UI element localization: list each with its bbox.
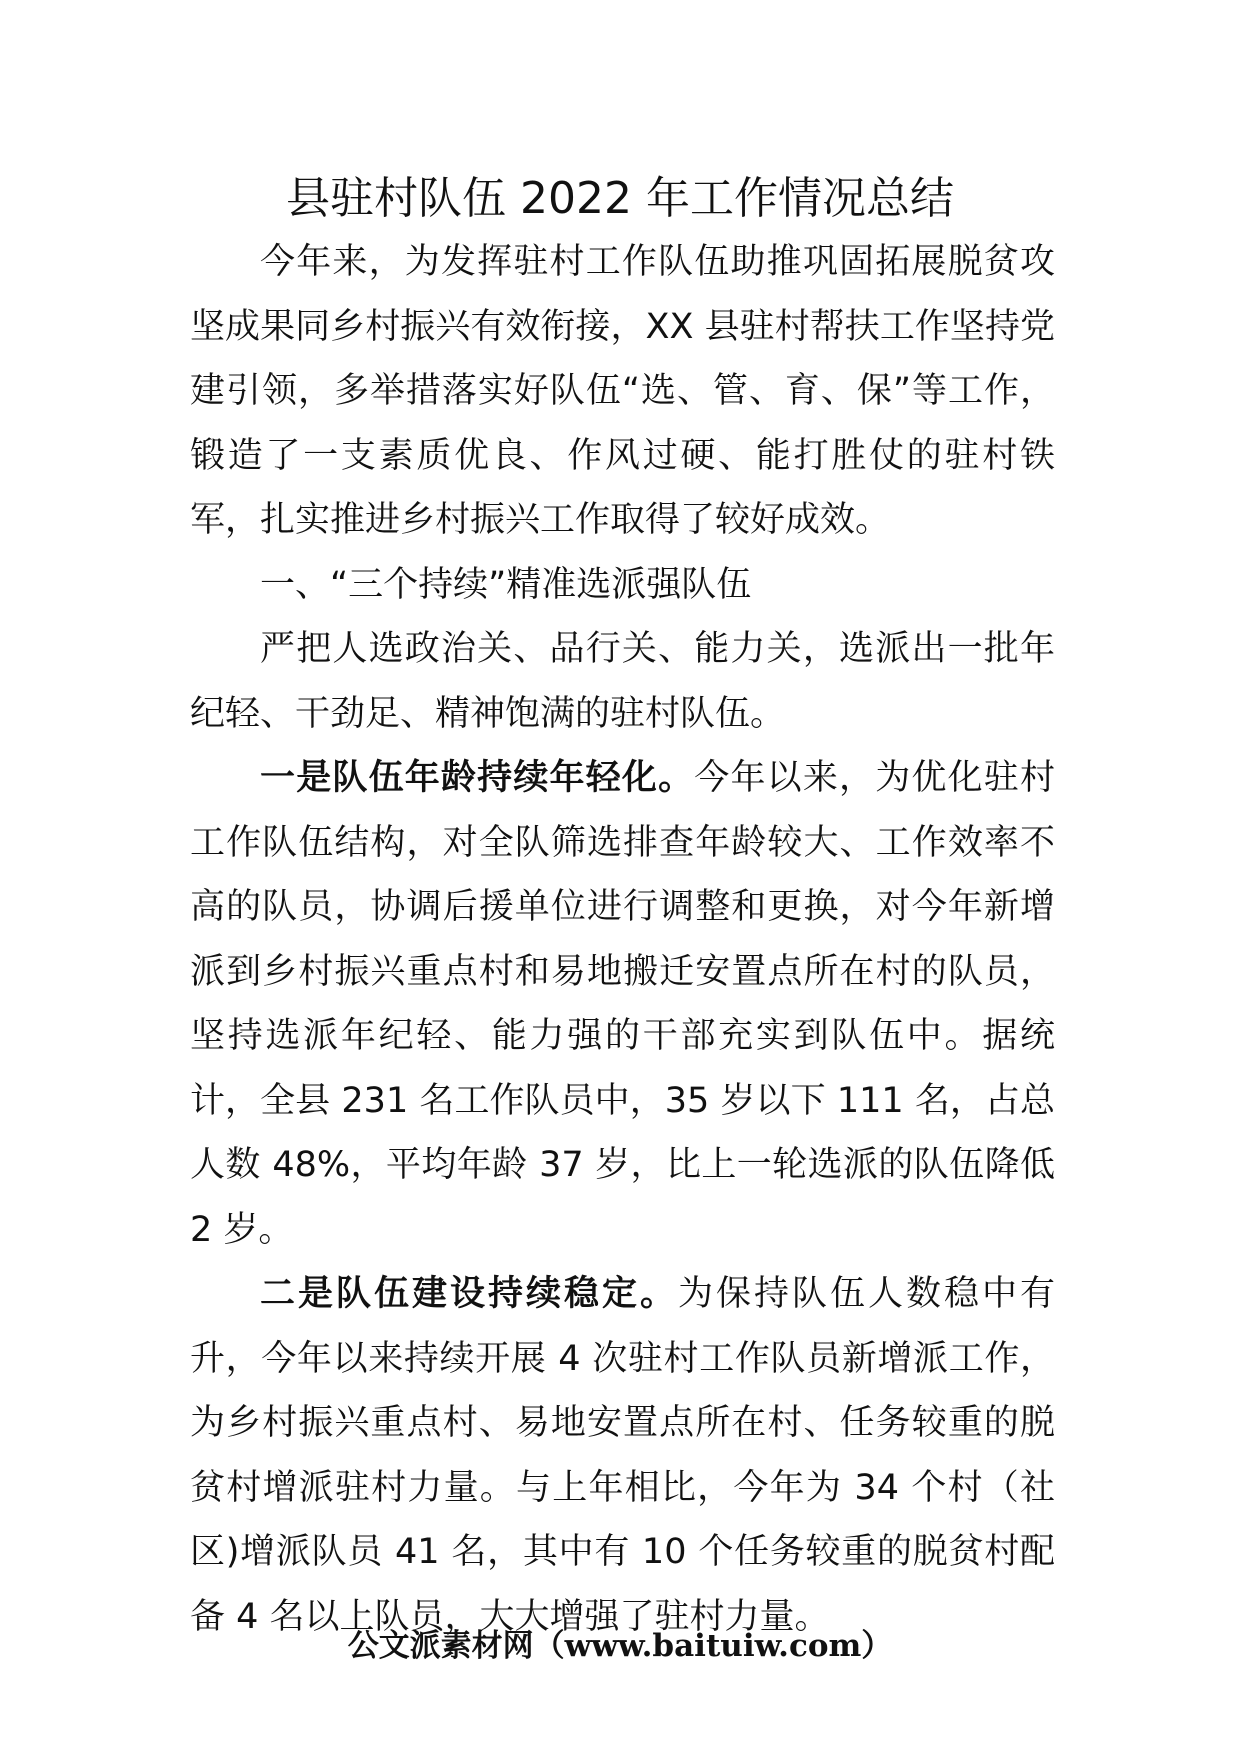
intro-paragraph: 今年来，为发挥驻村工作队伍助推巩固拓展脱贫攻坚成果同乡村振兴有效衔接，XX 县驻村帮扶工作坚持党建引领，多举措落实好队伍“选、管、育、保”等工作，锻造了一支素质优良、作风过硬、能打胜仗的驻村铁军，扎实推进乡村振兴工作取得了较好成效。 bbox=[190, 242, 1055, 540]
point-one-lead: 一是队伍年龄持续年轻化。 bbox=[260, 758, 695, 798]
point-two-lead: 二是队伍建设持续稳定。 bbox=[260, 1274, 678, 1314]
point-one-text: 今年以来，为优化驻村工作队伍结构，对全队筛选排查年龄较大、工作效率不高的队员，协调后援单位进行调整和更换，对今年新增派到乡村振兴重点村和易地搬迁安置点所在村的队员，坚持选派年纪轻、能力强的干部充实到队伍中。据统计，全县 231 名工作队员中，35 岁以下 111 名，占总人数 48%，平均年龄 37 岁，比上一轮选派的队伍降低 2 岁。 bbox=[190, 758, 1055, 1250]
section-heading: 一、“三个持续”精准选派强队伍 bbox=[260, 564, 752, 605]
section-intro-paragraph: 严把人选政治关、品行关、能力关，选派出一批年纪轻、干劲足、精神饱满的驻村队伍。 bbox=[190, 629, 1055, 734]
point-two-text: 为保持队伍人数稳中有升，今年以来持续开展 4 次驻村工作队员新增派工作，为乡村振兴重点村、易地安置点所在村、任务较重的脱贫村增派驻村力量。与上年相比，今年为 34 个村（社区)增派队员 41 名，其中有 10 个任务较重的脱贫村配备 4 名以上队员，大大增强了驻村力量。 bbox=[190, 1274, 1055, 1637]
document-title: 县驻村队伍 2022 年工作情况总结 bbox=[286, 173, 954, 224]
point-two-paragraph bbox=[190, 1262, 1055, 1649]
document-body bbox=[190, 230, 1055, 1649]
point-one-paragraph bbox=[190, 746, 1055, 1262]
source-watermark: 公文派素材网（www.baituiw.com） bbox=[347, 1628, 893, 1664]
